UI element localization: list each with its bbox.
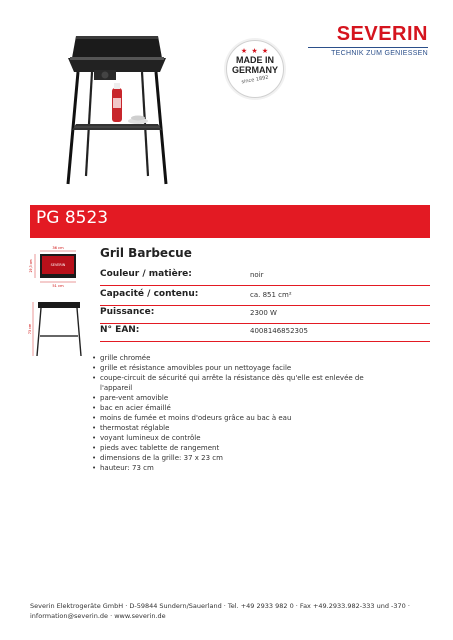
footer-address: Severin Elektrogeräte GmbH · D-59844 Sundern/Sauerland · Tel. +49 2933 982 0 · Fax +49.2933.982-333 und -370 · [30, 602, 410, 610]
list-item: • pare-vent amovible [92, 393, 427, 403]
product-name: Gril Barbecue [100, 246, 192, 260]
spec-label: Capacité / contenu: [100, 289, 199, 299]
feature-list [92, 353, 427, 473]
footer [30, 601, 430, 621]
spec-value: ca. 851 cm² [250, 291, 292, 299]
product-photo [62, 28, 172, 188]
list-item: • hauteur: 73 cm [92, 463, 427, 473]
seal-since: since 1892 [241, 74, 269, 86]
list-item: • bac en acier émaillé [92, 403, 427, 413]
seal-line2: GERMANY [231, 65, 278, 75]
dimension-diagram [28, 244, 88, 360]
list-item-continuation: l'appareil [100, 384, 133, 392]
model-number: PG 8523 [36, 208, 109, 228]
list-item: • grille et résistance amovibles pour un nettoyage facile [92, 363, 427, 373]
dim-width-label: 51 cm [52, 284, 64, 288]
seal-line1: MADE IN [236, 55, 274, 65]
spec-row [100, 269, 430, 286]
dim-depth-label: 29,3 cm [29, 259, 33, 273]
spec-value: 2300 W [250, 309, 277, 317]
list-item: • grille chromée [92, 353, 427, 363]
logo-text: SEVERIN [336, 23, 428, 45]
list-item: • voyant lumineux de contrôle [92, 433, 427, 443]
spec-label: Puissance: [100, 307, 155, 317]
spec-row [100, 325, 430, 342]
diagram-brand-mark: SEVERIN [50, 263, 66, 267]
brand-logo [308, 24, 428, 57]
list-item: • pieds avec tablette de rangement [92, 443, 427, 453]
spec-row [100, 289, 430, 306]
spec-row [100, 307, 430, 324]
list-item: • thermostat réglable [92, 423, 427, 433]
spec-label: Couleur / matière: [100, 269, 192, 279]
seal-stars-icon: ★ ★ ★ [240, 47, 270, 55]
dim-top-label: 36 cm [52, 246, 64, 250]
logo-divider [308, 47, 428, 48]
list-item: • moins de fumée et moins d'odeurs grâce au bac à eau [92, 413, 427, 423]
list-item: • coupe-circuit de sécurité qui arrête la résistance dès qu'elle est enlevée de [92, 373, 427, 383]
list-item: • dimensions de la grille: 37 x 23 cm [92, 453, 427, 463]
spec-value: 4008146852305 [250, 327, 308, 335]
spec-value: noir [250, 271, 264, 279]
footer-contact: information@severin.de · www.severin.de [30, 612, 166, 620]
made-in-germany-seal [226, 40, 284, 98]
brand-tagline: TECHNIK ZUM GENIESSEN [331, 50, 428, 57]
dim-height-label: 73 cm [28, 323, 32, 335]
spec-label: N° EAN: [100, 325, 140, 335]
